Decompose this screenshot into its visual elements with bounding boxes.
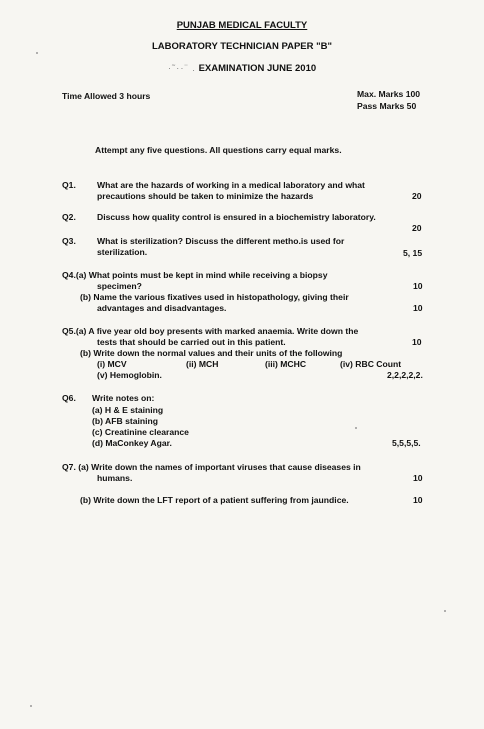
q7b-text-line1: (b) Write down the LFT report of a patient suffering from jaundice. (80, 495, 349, 505)
pass-marks: Pass Marks 50 (357, 101, 417, 111)
q6-item-b: (b) AFB staining (92, 416, 159, 426)
scan-speck (355, 427, 357, 429)
q1-text-line2: precautions should be taken to minimize the hazards (97, 191, 314, 201)
q4b-marks: 10 (413, 303, 423, 313)
q1-marks: 20 (412, 191, 422, 201)
q3-marks: 5, 15 (403, 248, 423, 258)
q2-text-line1: Discuss how quality control is ensured in a biochemistry laboratory. (97, 212, 376, 222)
max-marks: Max. Marks 100 (357, 89, 421, 99)
paper-title: LABORATORY TECHNICIAN PAPER "B" (151, 41, 333, 52)
q6-marks: 5,5,5,5. (392, 438, 421, 448)
q6-text-line1: Write notes on: (92, 393, 155, 403)
q6-item-d: (d) MaConkey Agar. (92, 438, 172, 448)
q6-item-a: (a) H & E staining (92, 405, 164, 415)
q5b-item-1: (i) MCV (97, 359, 127, 369)
q7a-text-line2: humans. (97, 473, 133, 483)
q2-number: Q2. (62, 212, 76, 222)
q3-text-line2: sterilization. (97, 247, 148, 257)
q7b-marks: 10 (413, 495, 423, 505)
q5a-text-line1: Q5.(a) A five year old boy presents with marked anaemia. Write down the (62, 326, 359, 336)
exam-prefix-smudge: ·˜··¨ . (167, 63, 196, 74)
time-allowed: Time Allowed 3 hours (62, 91, 151, 101)
scan-speck (36, 52, 38, 54)
q5b-marks: 2,2,2,2,2. (387, 370, 423, 380)
q5b-item-5: (v) Hemoglobin. (97, 370, 162, 380)
q5b-item-2: (ii) MCH (186, 359, 219, 369)
q4b-text-line1: (b) Name the various fixatives used in histopathology, giving their (80, 292, 349, 302)
q5a-marks: 10 (412, 337, 422, 347)
q4a-text-line1: Q4.(a) What points must be kept in mind while receiving a biopsy (62, 270, 328, 280)
q3-number: Q3. (62, 236, 76, 246)
q4a-marks: 10 (413, 281, 423, 291)
q7a-marks: 10 (413, 473, 423, 483)
q3-text-line1: What is sterilization? Discuss the different metho.is used for (97, 236, 345, 246)
faculty-title: PUNJAB MEDICAL FACULTY (176, 20, 308, 31)
instruction: Attempt any five questions. All questions carry equal marks. (95, 145, 342, 155)
q4a-text-line2: specimen? (97, 281, 142, 291)
q5b-item-3: (iii) MCHC (265, 359, 307, 369)
q4b-text-line2: advantages and disadvantages. (97, 303, 227, 313)
q1-number: Q1. (62, 180, 76, 190)
exam-title: ·˜··¨ . EXAMINATION JUNE 2010 (167, 63, 317, 74)
q6-item-c: (c) Creatinine clearance (92, 427, 189, 437)
q6-number: Q6. (62, 393, 76, 403)
q1-text-line1: What are the hazards of working in a medical laboratory and what (97, 180, 365, 190)
q5b-item-4: (iv) RBC Count (340, 359, 402, 369)
q2-marks: 20 (412, 223, 422, 233)
q7a-text-line1: Q7. (a) Write down the names of important viruses that cause diseases in (62, 462, 361, 472)
scan-speck (30, 705, 32, 707)
scan-speck (444, 610, 446, 612)
q5a-text-line2: tests that should be carried out in this patient. (97, 337, 286, 347)
q5b-text-line1: (b) Write down the normal values and their units of the following (80, 348, 343, 358)
